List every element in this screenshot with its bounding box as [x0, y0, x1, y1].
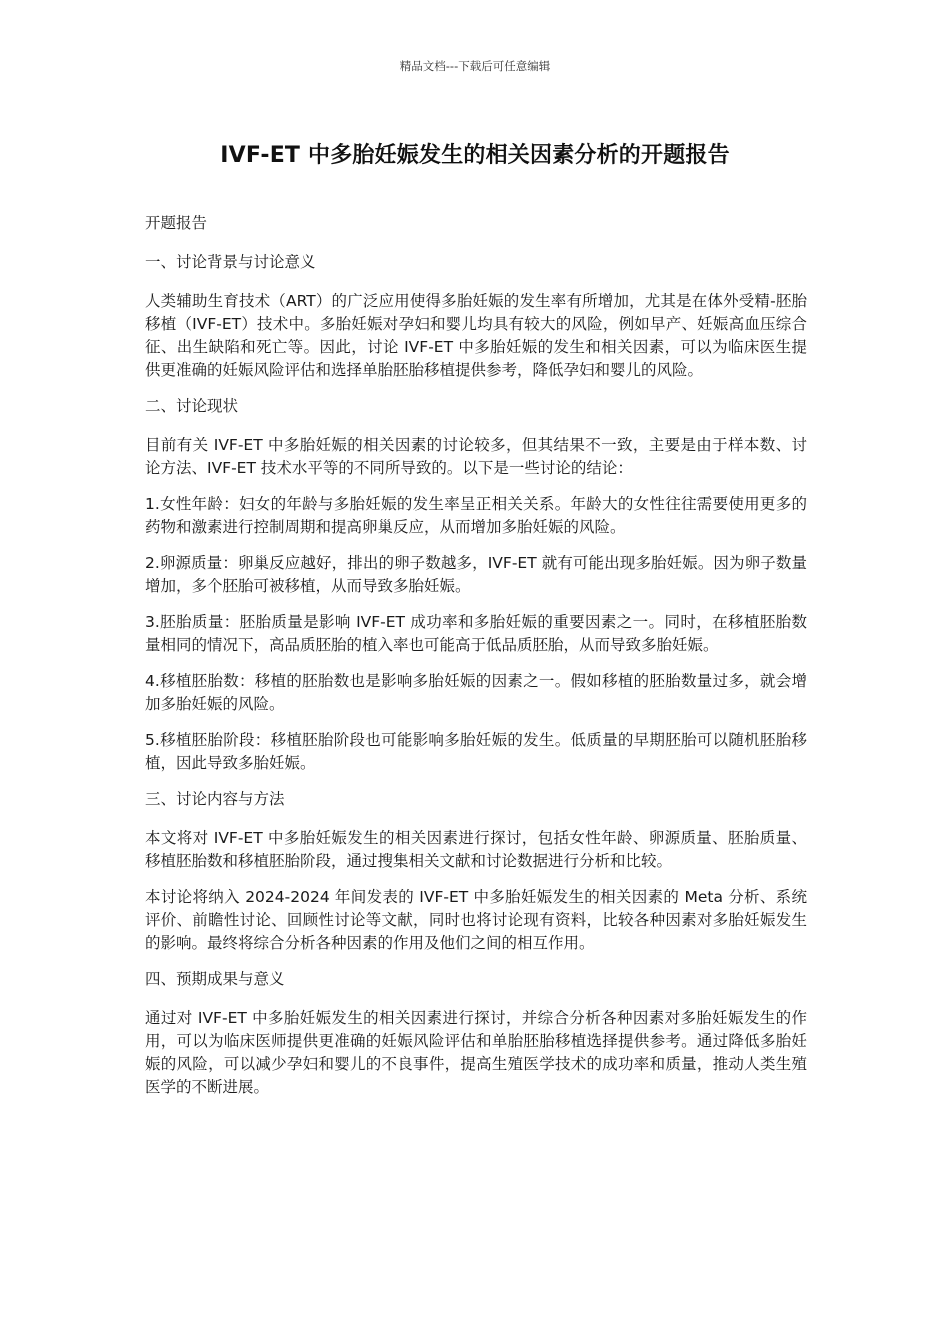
paragraph-methods-1: 本文将对 IVF-ET 中多胎妊娠发生的相关因素进行探讨，包括女性年龄、卵源质量、胚胎质量、移植胚胎数和移植胚胎阶段，通过搜集相关文献和讨论数据进行分析和比较。 — [145, 829, 807, 870]
report-label: 开题报告 — [145, 214, 208, 232]
section-heading-methods: 三、讨论内容与方法 — [145, 790, 285, 808]
list-item-age: 1.女性年龄：妇女的年龄与多胎妊娠的发生率呈正相关关系。年龄大的女性往往需要使用更多的药物和激素进行控制周期和提高卵巢反应，从而增加多胎妊娠的风险。 — [145, 495, 807, 536]
section-heading-background: 一、讨论背景与讨论意义 — [145, 253, 316, 271]
section-heading-status: 二、讨论现状 — [145, 397, 239, 415]
list-item-embryo-quality: 3.胚胎质量：胚胎质量是影响 IVF-ET 成功率和多胎妊娠的重要因素之一。同时，在移植胚胎数量相同的情况下，高品质胚胎的植入率也可能高于低品质胚胎，从而导致多胎妊娠。 — [145, 613, 807, 654]
header-note: 精品文档---下载后可任意编辑 — [399, 59, 551, 73]
paragraph-background: 人类辅助生育技术（ART）的广泛应用使得多胎妊娠的发生率有所增加，尤其是在体外受精-胚胎移植（IVF-ET）技术中。多胎妊娠对孕妇和婴儿均具有较大的风险，例如早产、妊娠高血压综合征、出生缺陷和死亡等。因此，讨论 IVF-ET 中多胎妊娠的发生和相关因素，可以为临床医生提供更准确的妊娠风险评估和选择单胎胚胎移植提供参考，降低孕妇和婴儿的风险。 — [145, 292, 807, 379]
section-heading-outcomes: 四、预期成果与意义 — [145, 970, 285, 988]
list-item-egg-quality: 2.卵源质量：卵巢反应越好，排出的卵子数越多，IVF-ET 就有可能出现多胎妊娠。因为卵子数量增加，多个胚胎可被移植，从而导致多胎妊娠。 — [145, 554, 807, 595]
list-item-embryo-count: 4.移植胚胎数：移植的胚胎数也是影响多胎妊娠的因素之一。假如移植的胚胎数量过多，就会增加多胎妊娠的风险。 — [145, 672, 807, 713]
document-title: IVF-ET 中多胎妊娠发生的相关因素分析的开题报告 — [220, 143, 730, 168]
paragraph-outcomes: 通过对 IVF-ET 中多胎妊娠发生的相关因素进行探讨，并综合分析各种因素对多胎妊娠发生的作用，可以为临床医师提供更准确的妊娠风险评估和单胎胚胎移植选择提供参考。通过降低多胎妊娠的风险，可以减少孕妇和婴儿的不良事件，提高生殖医学技术的成功率和质量，推动人类生殖医学的不断进展。 — [145, 1009, 807, 1096]
list-item-embryo-stage: 5.移植胚胎阶段：移植胚胎阶段也可能影响多胎妊娠的发生。低质量的早期胚胎可以随机胚胎移植，因此导致多胎妊娠。 — [145, 731, 807, 772]
document-body — [145, 212, 807, 1112]
paragraph-status: 目前有关 IVF-ET 中多胎妊娠的相关因素的讨论较多，但其结果不一致，主要是由于样本数、讨论方法、IVF-ET 技术水平等的不同所导致的。以下是一些讨论的结论： — [145, 436, 807, 477]
paragraph-methods-2: 本讨论将纳入 2024-2024 年间发表的 IVF-ET 中多胎妊娠发生的相关因素的 Meta 分析、系统评价、前瞻性讨论、回顾性讨论等文献，同时也将讨论现有资料，比较各种因素对多胎妊娠发生的影响。最终将综合分析各种因素的作用及他们之间的相互作用。 — [145, 888, 807, 952]
